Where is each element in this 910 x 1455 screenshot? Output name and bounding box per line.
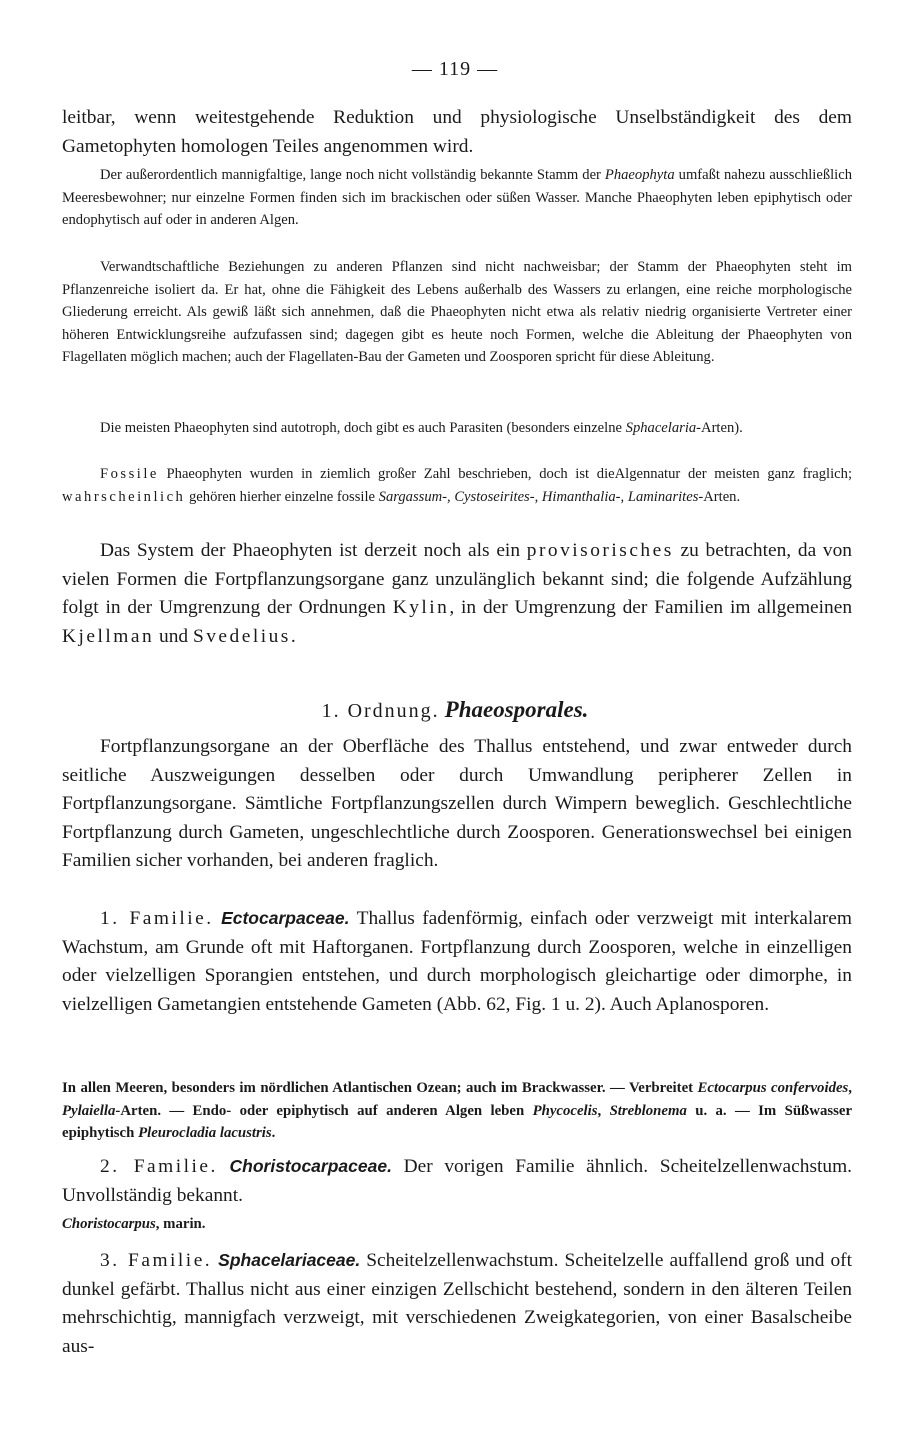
paragraph-family-2: 2. Familie. Choristocarpaceae. Der vorigen Familie ähnlich. Scheitelzellenwachstum. Unvollständig bekannt.: [62, 1156, 852, 1206]
note-family-1: In allen Meeren, besonders im nördlichen Atlantischen Ozean; auch im Brackwasser. — Verbreitet Ectocarpus confervoides, Pylaiella-Arten. — Endo- oder epiphytisch auf anderen Algen leben Phycocelis, Streblonema u. a. — Im Süßwasser epiphytisch Pleurocladia lacustris.: [62, 1080, 853, 1141]
paragraph-family-1: 1. Familie. Ectocarpaceae. Thallus fadenförmig, einfach oder verzweigt mit interkalarem Wachstum, am Grunde oft mit Haftorganen. Fortpflanzung durch Zoosporen, welche in einzelligen oder vielzelligen Sporangien entstehen, und durch morphologisch gleichartige oder dimorphe, in vielzelligen Gametangien entstehende Gameten (Abb. 62, Fig. 1 u. 2). Auch Aplanosporen.: [62, 908, 852, 1015]
paragraph-autotroph: Die meisten Phaeophyten sind autotroph, doch gibt es auch Parasiten (besonders einzelne Sphacelaria-Arten).: [100, 420, 743, 436]
page-number: — 119 —: [411, 58, 499, 80]
paragraph-family-3: 3. Familie. Sphacelariaceae. Scheitelzellenwachstum. Scheitelzelle auffallend groß und oft dunkel gefärbt. Thallus nicht aus einer einzigen Zellschicht bestehend, sondern in den älteren Teilen mehrschichtig, mannigfach verzweigt, mit verschiedenen Zweigkategorien, von einer Basalscheibe aus-: [62, 1250, 852, 1357]
paragraph-order-description: Fortpflanzungsorgane an der Oberfläche des Thallus entstehend, und zwar entweder durch seitliche Auszweigungen desselben oder durch Umwandlung peripherer Zellen in Fortpflanzungsorgane. Sämtliche Fortpflanzungszellen durch Wimpern beweglich. Geschlechtliche Fortpflanzung durch Gameten, ungeschlechtliche durch Zoosporen. Generationswechsel bei einigen Familien sicher vorhanden, bei anderen fraglich.: [62, 736, 852, 871]
note-family-2: Choristocarpus, marin.: [62, 1216, 206, 1232]
paragraph-verwandtschaft: Verwandtschaftliche Beziehungen zu anderen Pflanzen sind nicht nachweisbar; der Stamm der Phaeophyten steht im Pflanzenreiche isoliert da. Er hat, ohne die Fähigkeit des Lebens außerhalb des Wassers zu erlangen, eine reiche morphologische Gliederung erreicht. Als gewiß läßt sich annehmen, daß die Phaeophyten nicht etwa als relativ niedrig organisierte Vertreter einer höheren Entwicklungsreihe aufzufassen sind; dagegen gibt es heute noch Formen, welche die Ableitung der Phaeophyten von Flagellaten möglich machen; auch der Flagellaten-Bau der Gameten und Zoosporen spricht für diese Ableitung.: [62, 259, 852, 365]
paragraph-continuation: leitbar, wenn weitestgehende Reduktion und physiologische Unselbständigkeit des dem Gametophyten homologen Teiles angenommen wird.: [62, 107, 852, 157]
paragraph-system: Das System der Phaeophyten ist derzeit noch als ein provisorisches zu betrachten, da von vielen Formen die Fortpflanzungsorgane ganz unzulänglich bekannt sind; die folgende Aufzählung folgt in der Umgrenzung der Ordnungen Kylin, in der Umgrenzung der Familien im allgemeinen Kjellman und Svedelius.: [62, 540, 853, 647]
paragraph-phaeophyta-stamm: Der außerordentlich mannigfaltige, lange noch nicht vollständig bekannte Stamm der Phaeophyta umfaßt nahezu ausschließlich Meeresbewohner; nur einzelne Formen finden sich im brackischen oder süßen Wasser. Manche Phaeophyten leben epiphytisch oder endophytisch auf oder in anderen Algen.: [62, 167, 853, 228]
section-heading: 1. Ordnung. Phaeosporales.: [321, 697, 589, 722]
paragraph-fossile: Fossile Phaeophyten wurden in ziemlich großer Zahl beschrieben, doch ist dieAlgennatur der meisten ganz fraglich; wahrscheinlich gehören hierher einzelne fossile Sargassum-, Cystoseirites-, Himanthalia-, Laminarites-Arten.: [62, 466, 852, 505]
